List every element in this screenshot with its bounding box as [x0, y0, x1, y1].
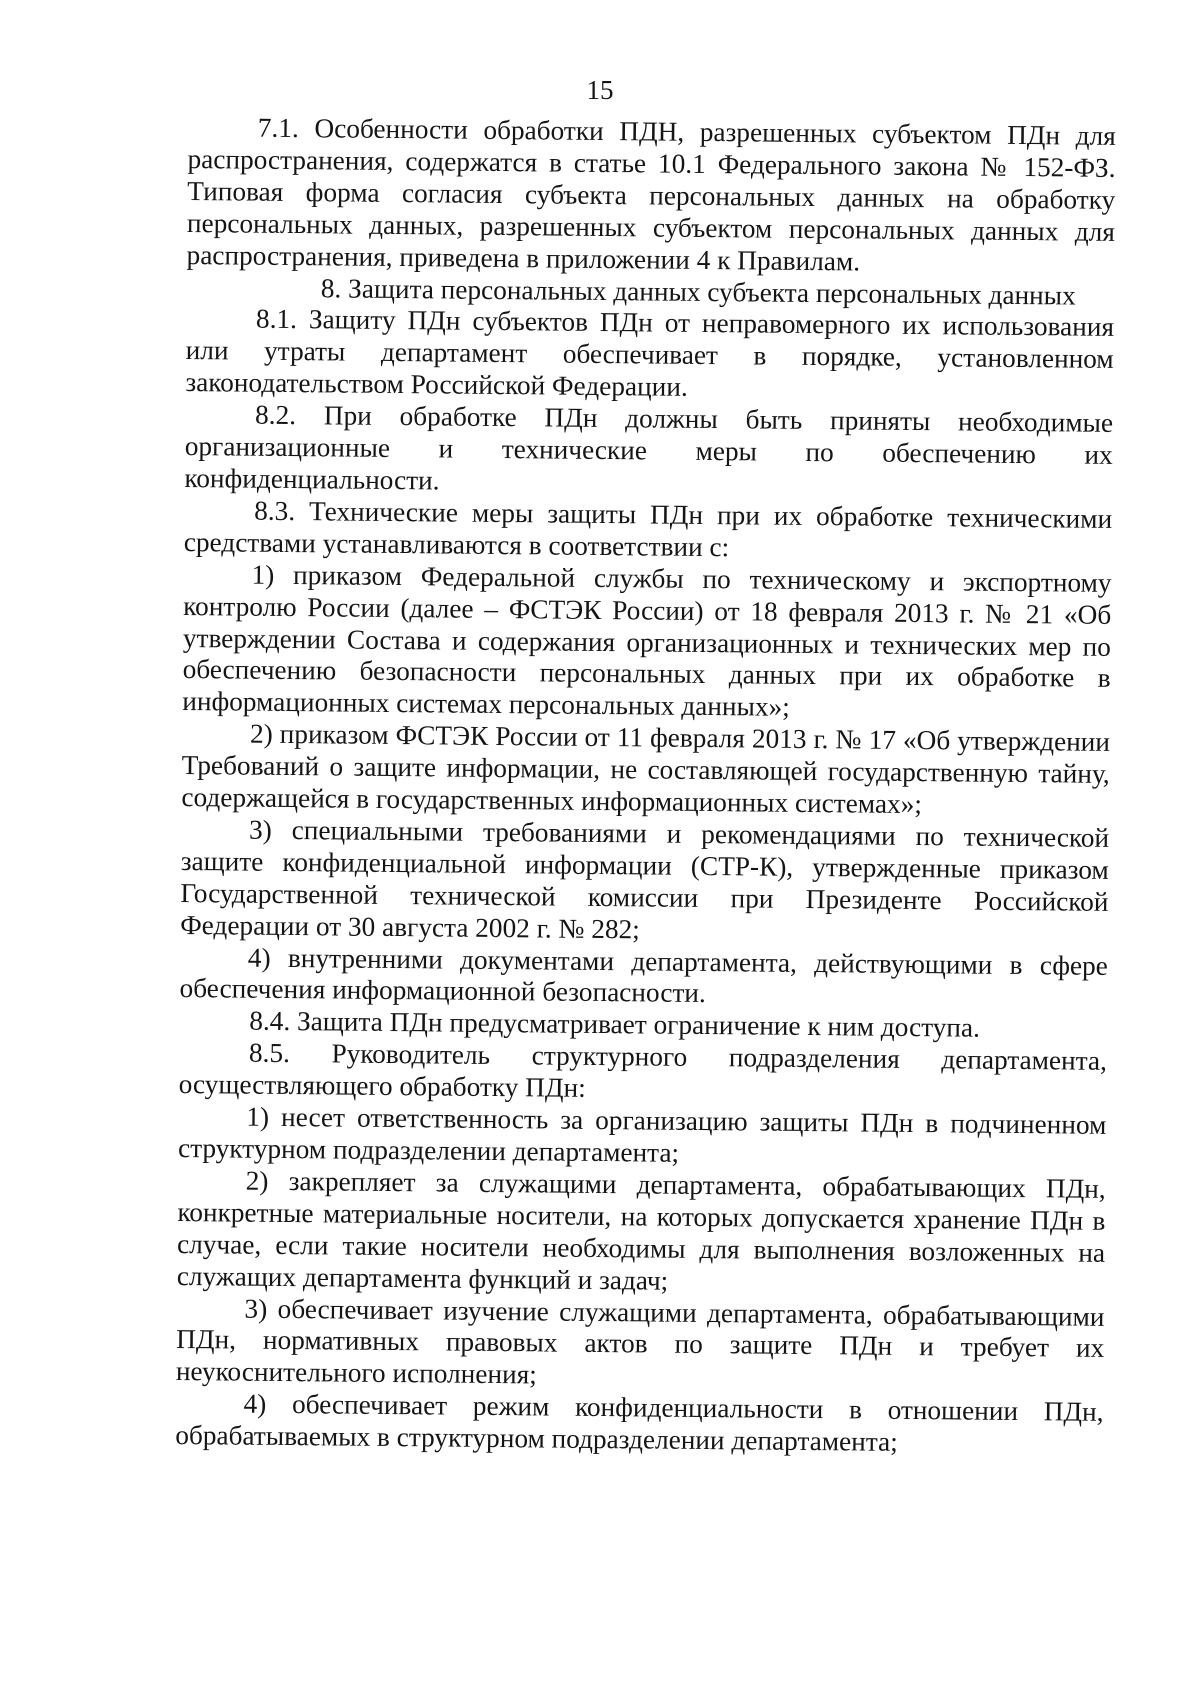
section-heading-8: 8. Защита персональных данных субъекта персональных данных	[320, 272, 1076, 311]
paragraph-8-3: 8.3. Технические меры защиты ПДн при их обработке техническими средствами устанавливаются в соответствии с:	[183, 495, 1113, 562]
list-item-8-5-4: 4) обеспечивает режим конфиденциальности в отношении ПДн, обрабатываемых в структурном подразделении департамента;	[175, 1388, 1104, 1458]
paragraph-8-1: 8.1. Защиту ПДн субъектов ПДн от неправомерного их использования или утраты департамент обеспечивает в порядке, установленном законодательством Российской Федерации.	[185, 304, 1115, 403]
list-item-8-5-1: 1) несет ответственность за организацию защиты ПДн в подчиненном структурном подразделении департамента;	[177, 1101, 1107, 1168]
list-item-8-3-3: 3) специальными требованиями и рекомендациями по технической защите конфиденциальной информации (СТР-К), утвержденные приказом Государственной технической комиссии при Президенте Российской Федерации от 30 августа 2002 г. № 282;	[180, 814, 1110, 945]
document-body	[175, 112, 1116, 1461]
paragraph-8-2: 8.2. При обработке ПДн должны быть приняты необходимые организационные и технические меры по обеспечению их конфиденциальности.	[184, 399, 1114, 496]
paragraph-8-5: 8.5. Руководитель структурного подразделения департамента, осуществляющего обработку ПДн:	[178, 1037, 1108, 1104]
list-item-8-5-2: 2) закрепляет за служащими департамента, обрабатывающих ПДн, конкретные материальные носители, на которых допускается хранение ПДн в случае, если такие носители необходимы для выполнения возложенных на служащих департамента функций и задач;	[176, 1165, 1106, 1296]
list-item-8-3-2: 2) приказом ФСТЭК России от 11 февраля 2013 г. № 17 «Об утверждении Требований о защите информации, не составляющей государственную тайну, содержащейся в государственных информационных системах»;	[181, 718, 1111, 820]
list-item-8-3-4: 4) внутренними документами департамента, действующими в сфере обеспечения информационной безопасности.	[179, 942, 1108, 1009]
list-item-8-3-1: 1) приказом Федеральной службы по техническому и экспортному контролю России (далее – ФСТЭК России) от 18 февраля 2013 г. № 21 «Об утверждении Состава и содержания организационных и технических мер по обеспечению безопасности персональных данных при их обработке в информационных системах персональных данных»;	[182, 559, 1112, 723]
list-item-8-5-3: 3) обеспечивает изучение служащими департамента, обрабатывающими ПДн, нормативных правовых актов по защите ПДн и требует их неукоснительного исполнения;	[175, 1293, 1105, 1390]
page-number: 15	[586, 75, 614, 105]
paragraph-8-4: 8.4. Защита ПДн предусматривает ограничение к ним доступа.	[249, 1006, 981, 1044]
paragraph-7-1: 7.1. Особенности обработки ПДН, разрешенных субъектом ПДн для распространения, содержатся в статье 10.1 Федерального закона № 152-ФЗ. Типовая форма согласия субъекта персональных данных на обработку персональных данных, разрешенных субъектом персональных данных для распространения, приведена в приложении 4 к Правилам.	[186, 112, 1116, 277]
